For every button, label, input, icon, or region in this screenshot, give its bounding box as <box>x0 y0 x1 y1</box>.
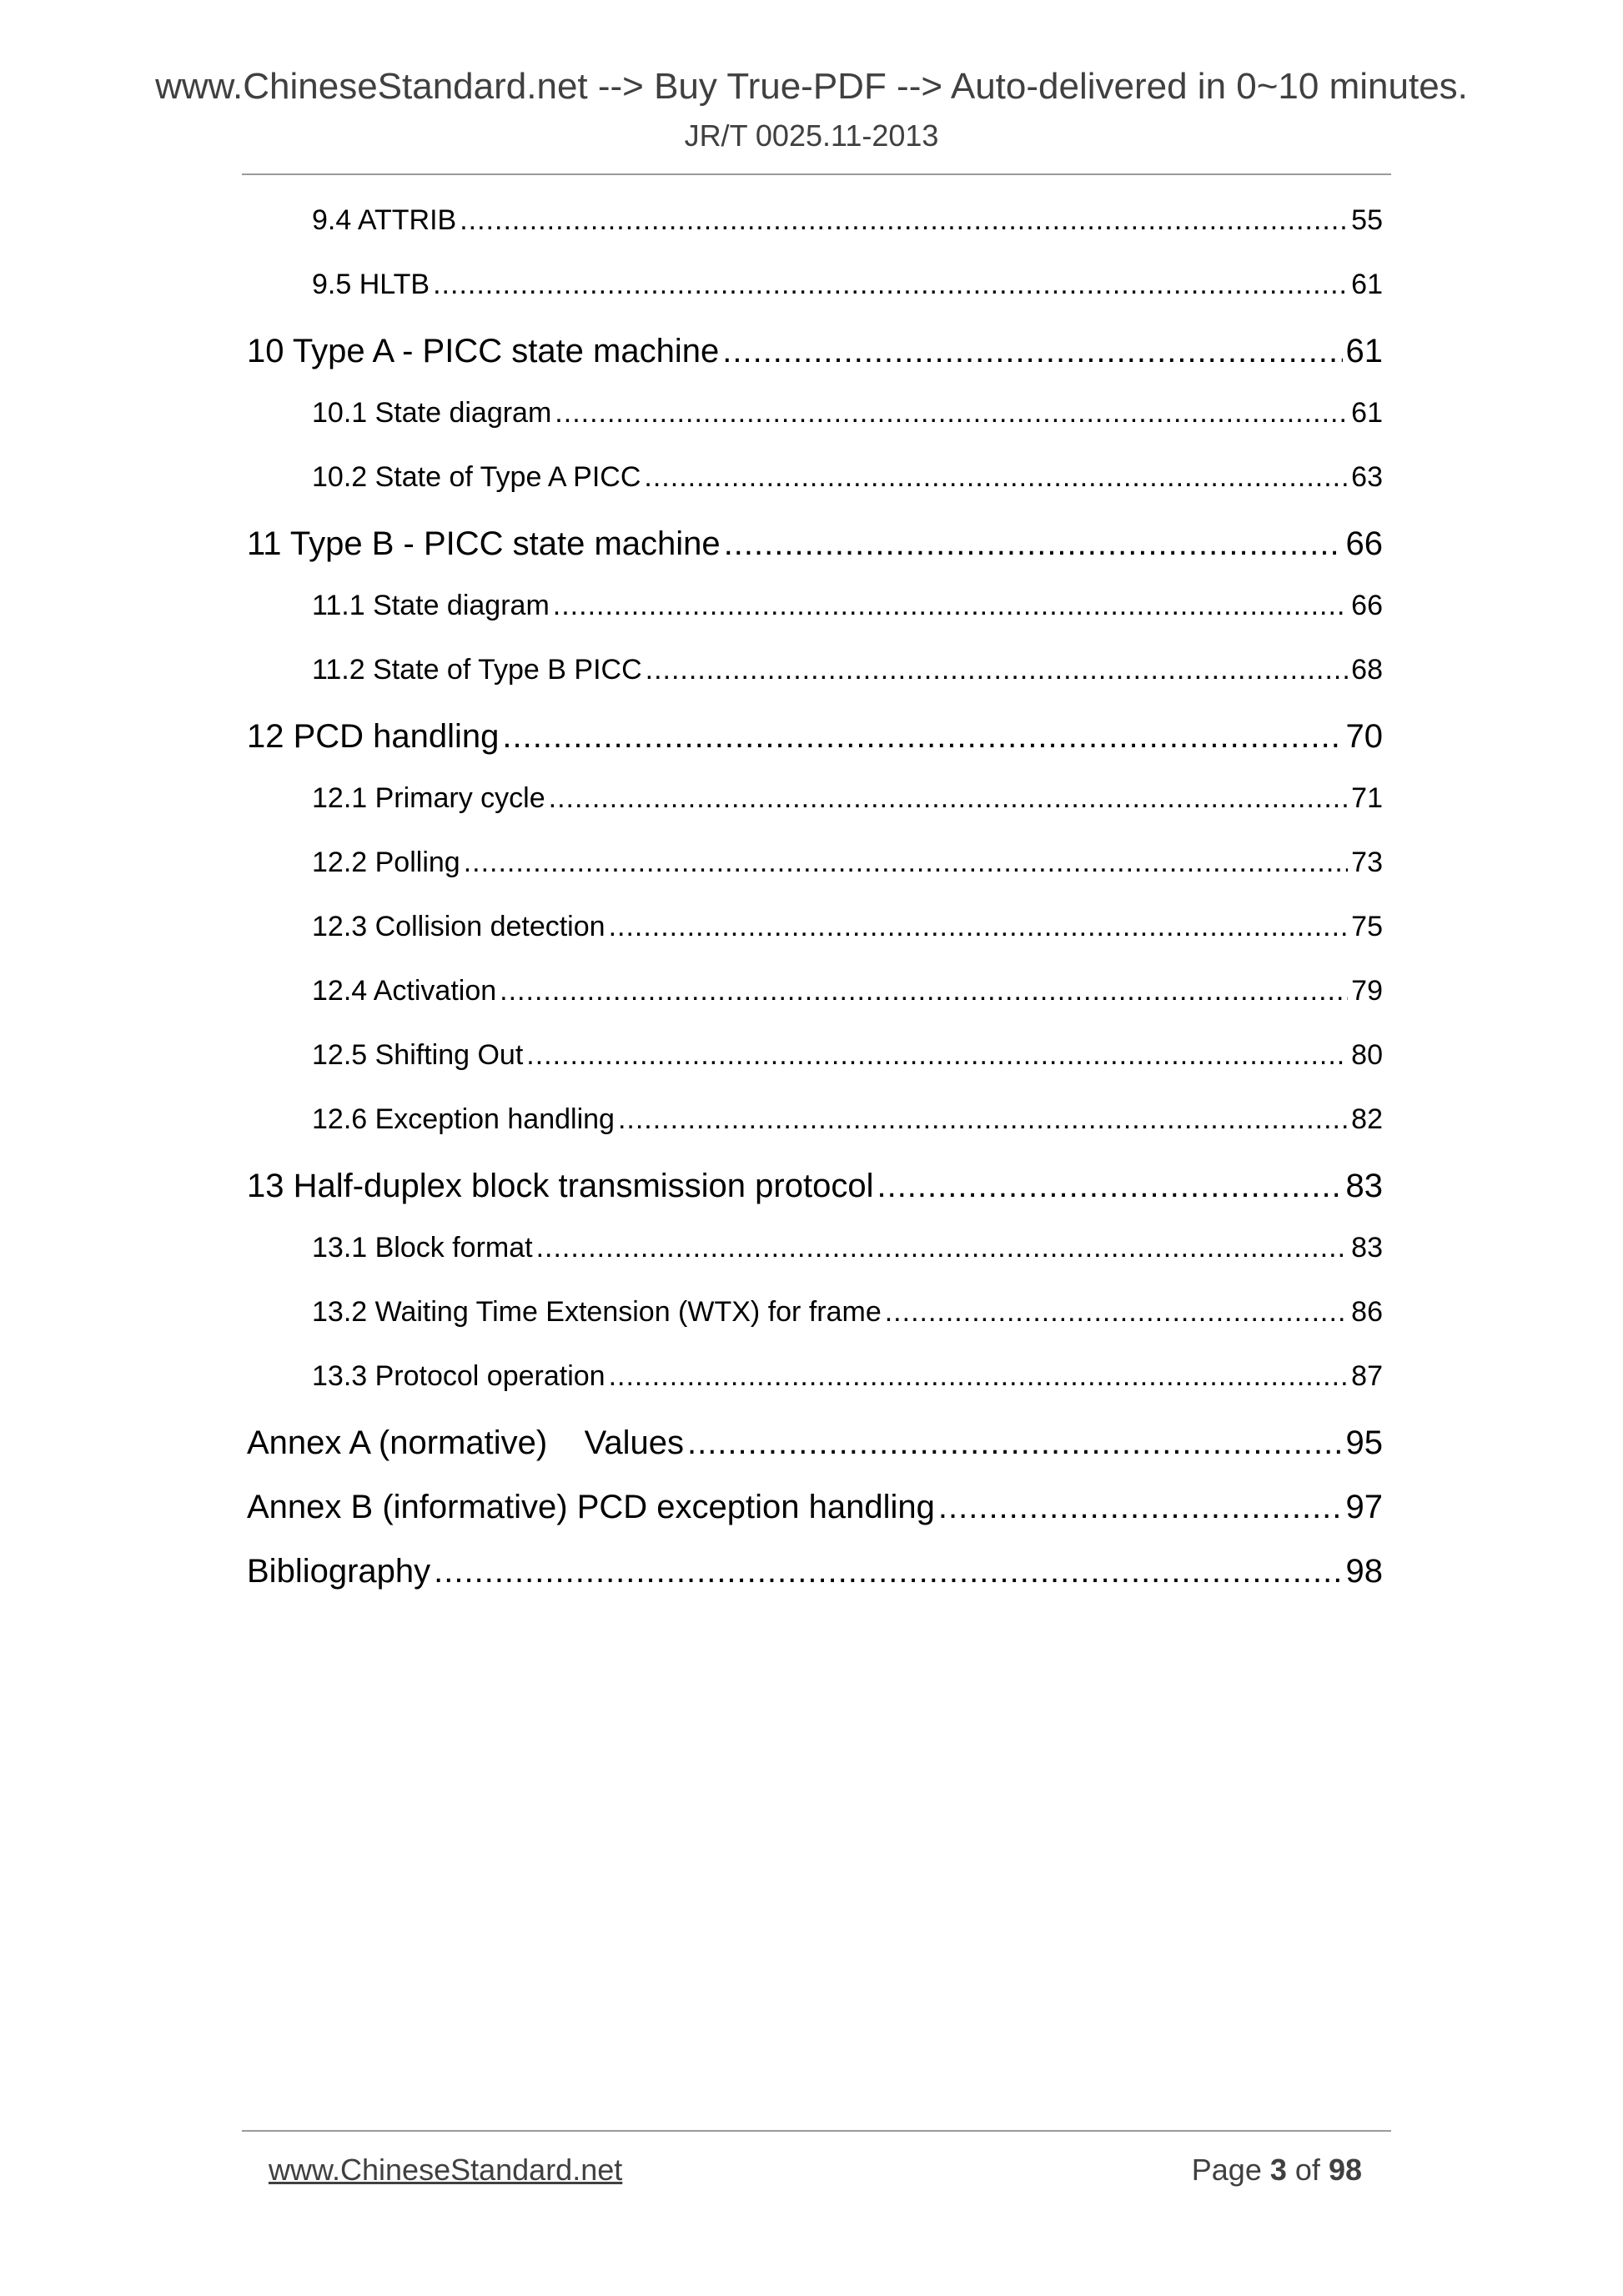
toc-entry-title: 12.1 Primary cycle <box>312 782 545 814</box>
toc-entry[interactable] <box>247 461 1386 525</box>
toc-entry-title: 13.1 Block format <box>312 1232 533 1264</box>
toc-entry-title: 10.2 State of Type A PICC <box>312 461 641 493</box>
page-label: Page <box>1191 2153 1262 2187</box>
toc-entry[interactable] <box>247 1424 1386 1489</box>
toc-dot-leader <box>724 525 1343 563</box>
document-number: JR/T 0025.11-2013 <box>684 118 939 153</box>
header-divider <box>242 173 1391 175</box>
toc-entry[interactable] <box>247 847 1386 911</box>
toc-entry[interactable] <box>247 397 1386 461</box>
toc-dot-leader <box>646 654 1349 686</box>
toc-entry[interactable] <box>247 1553 1386 1617</box>
toc-entry[interactable] <box>247 1168 1386 1232</box>
toc-entry[interactable] <box>247 1103 1386 1168</box>
toc-entry-title: 9.5 HLTB <box>312 269 430 300</box>
toc-entry[interactable] <box>247 911 1386 975</box>
toc-entry-title: Annex B (informative) PCD exception handling <box>247 1489 935 1525</box>
toc-entry[interactable] <box>247 1360 1386 1424</box>
toc-dot-leader <box>555 397 1348 430</box>
toc-entry-title: 11 Type B - PICC state machine <box>247 525 721 562</box>
toc-entry-title: Bibliography <box>247 1553 431 1590</box>
toc-dot-leader <box>644 461 1348 494</box>
toc-entry-page: 75 <box>1351 911 1383 942</box>
toc-entry-page: 83 <box>1351 1232 1383 1264</box>
toc-entry-page: 71 <box>1351 782 1383 814</box>
toc-entry[interactable] <box>247 1489 1386 1553</box>
toc-entry[interactable] <box>247 204 1386 269</box>
toc-entry-title: 13.3 Protocol operation <box>312 1360 605 1392</box>
toc-entry-page: 70 <box>1345 718 1383 755</box>
toc-entry-page: 80 <box>1351 1039 1383 1071</box>
toc-entry[interactable] <box>247 269 1386 333</box>
of-label: of <box>1294 2153 1320 2187</box>
toc-entry-page: 66 <box>1345 525 1383 562</box>
toc-dot-leader <box>500 975 1348 1007</box>
toc-entry[interactable] <box>247 525 1386 590</box>
toc-entry-title: 13 Half-duplex block transmission protocol <box>247 1168 874 1204</box>
toc-dot-leader <box>460 204 1348 237</box>
toc-entry-title: 12.5 Shifting Out <box>312 1039 524 1071</box>
toc-dot-leader <box>687 1424 1343 1462</box>
toc-entry-title: 13.2 Waiting Time Extension (WTX) for frame <box>312 1296 882 1328</box>
toc-dot-leader <box>502 718 1342 756</box>
footer-divider <box>242 2130 1391 2132</box>
toc-entry-page: 73 <box>1351 847 1383 878</box>
toc-entry[interactable] <box>247 1296 1386 1360</box>
toc-entry-page: 68 <box>1351 654 1383 686</box>
toc-dot-leader <box>464 847 1348 879</box>
toc-entry[interactable] <box>247 1039 1386 1103</box>
toc-dot-leader <box>433 269 1348 301</box>
toc-dot-leader <box>536 1232 1349 1264</box>
toc-entry-title: 12.4 Activation <box>312 975 497 1007</box>
toc-entry[interactable] <box>247 1232 1386 1296</box>
toc-entry-title: 10.1 State diagram <box>312 397 552 429</box>
toc-dot-leader <box>885 1296 1348 1329</box>
toc-entry-page: 82 <box>1351 1103 1383 1135</box>
header-banner: www.ChineseStandard.net --> Buy True-PDF --> Auto-delivered in 0~10 minutes. <box>155 66 1468 107</box>
toc-entry-page: 86 <box>1351 1296 1383 1328</box>
toc-dot-leader <box>609 911 1349 943</box>
toc-entry-title: 12.3 Collision detection <box>312 911 605 942</box>
toc-entry[interactable] <box>247 590 1386 654</box>
toc-entry[interactable] <box>247 654 1386 718</box>
toc-dot-leader <box>618 1103 1348 1136</box>
toc-entry-page: 83 <box>1345 1168 1383 1204</box>
toc-dot-leader <box>877 1168 1342 1205</box>
toc-entry-page: 61 <box>1345 333 1383 369</box>
toc-dot-leader <box>553 590 1348 622</box>
toc-entry[interactable] <box>247 975 1386 1039</box>
toc-dot-leader <box>938 1489 1343 1526</box>
toc-entry-title: 9.4 ATTRIB <box>312 204 457 236</box>
toc-entry-title: 11.2 State of Type B PICC <box>312 654 642 686</box>
toc-entry-page: 66 <box>1351 590 1383 621</box>
toc-entry-page: 98 <box>1345 1553 1383 1590</box>
toc-dot-leader <box>434 1553 1342 1590</box>
toc-entry-page: 95 <box>1345 1424 1383 1461</box>
toc-dot-leader <box>526 1039 1348 1072</box>
total-pages-number: 98 <box>1328 2153 1362 2187</box>
toc-entry[interactable] <box>247 333 1386 397</box>
toc-dot-leader <box>549 782 1349 815</box>
toc-dot-leader <box>722 333 1342 370</box>
toc-entry-page: 55 <box>1351 204 1383 236</box>
toc-entry[interactable] <box>247 718 1386 782</box>
table-of-contents <box>247 204 1386 1617</box>
toc-entry-title: 11.1 State diagram <box>312 590 550 621</box>
footer-website-link[interactable]: www.ChineseStandard.net <box>269 2153 623 2187</box>
toc-entry-page: 97 <box>1345 1489 1383 1525</box>
toc-entry-page: 61 <box>1351 397 1383 429</box>
toc-entry-title: 12 PCD handling <box>247 718 500 755</box>
toc-entry-title: Annex A (normative) Values <box>247 1424 684 1461</box>
toc-entry-page: 61 <box>1351 269 1383 300</box>
toc-entry[interactable] <box>247 782 1386 847</box>
toc-entry-page: 63 <box>1351 461 1383 493</box>
current-page-number: 3 <box>1269 2153 1287 2187</box>
toc-entry-title: 12.2 Polling <box>312 847 460 878</box>
toc-entry-page: 79 <box>1351 975 1383 1007</box>
toc-dot-leader <box>609 1360 1349 1393</box>
toc-entry-title: 12.6 Exception handling <box>312 1103 615 1135</box>
page-indicator <box>1192 2153 1362 2188</box>
toc-entry-page: 87 <box>1351 1360 1383 1392</box>
toc-entry-title: 10 Type A - PICC state machine <box>247 333 720 369</box>
